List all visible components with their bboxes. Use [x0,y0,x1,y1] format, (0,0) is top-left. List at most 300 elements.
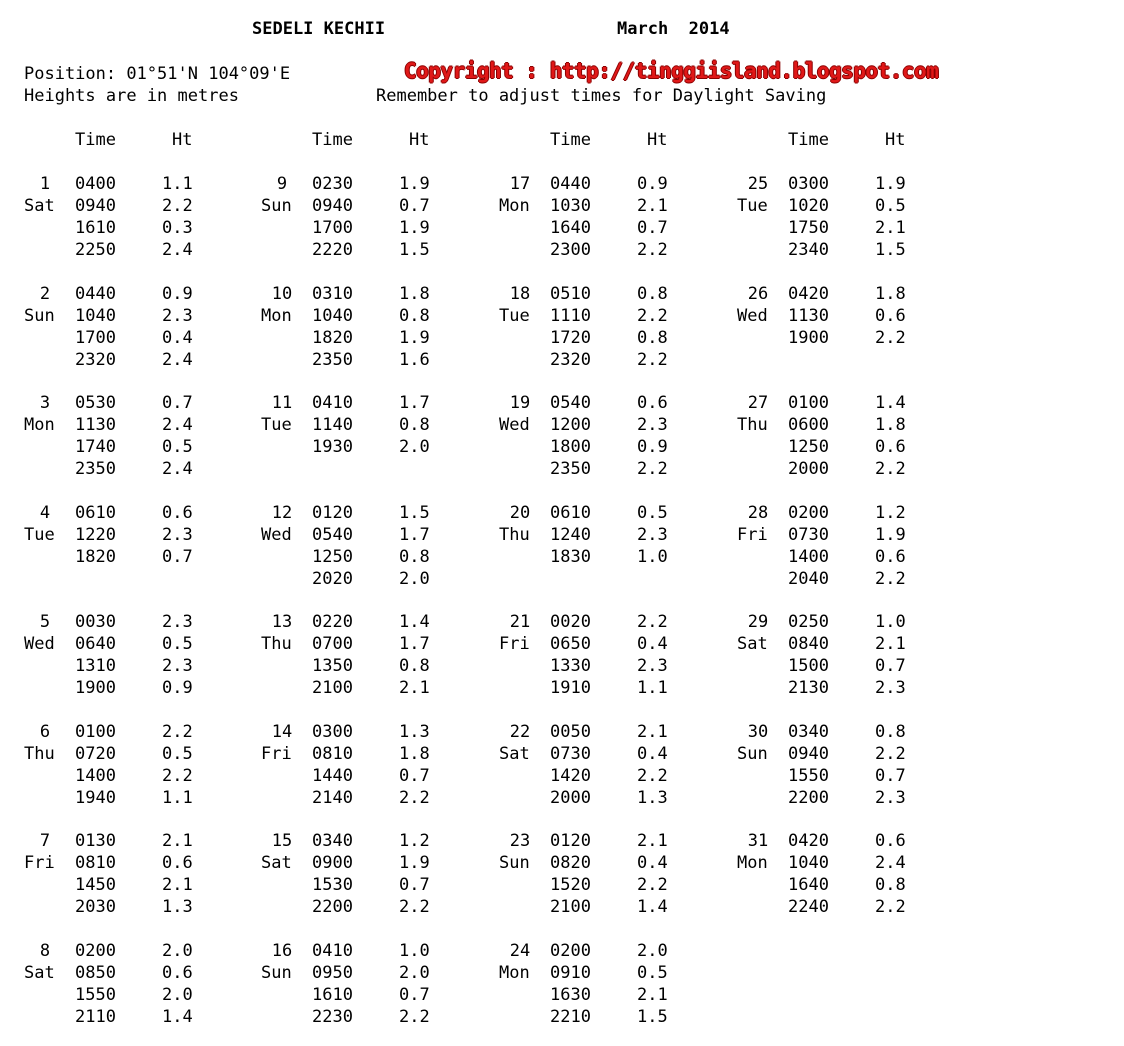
tide-height: 1.0 [637,546,668,567]
tide-height: 2.2 [162,196,193,216]
tide-time: 1640 [788,875,829,895]
day-of-week: Sun [737,743,768,764]
tide-time: 2110 [75,1006,116,1027]
tide-height: 0.6 [875,437,906,457]
tide-height: 2.1 [637,984,668,1005]
column-header-time: Time [75,130,116,150]
tide-time: 0200 [550,940,591,961]
day-number: 11 [271,393,293,413]
tide-height: 2.0 [399,437,430,457]
tide-height: 1.9 [875,174,906,194]
tide-height: 1.5 [875,240,906,260]
tide-time: 0340 [788,721,829,742]
tide-height: 2.0 [162,984,193,1005]
tide-time: 2140 [312,787,353,808]
day-number: 13 [271,612,293,632]
tide-height: 2.4 [162,349,193,370]
tide-time: 1310 [75,656,116,676]
tide-height: 0.6 [162,853,193,873]
tide-height: 2.2 [399,1006,430,1027]
tide-height: 2.3 [637,524,668,545]
tide-time: 0900 [312,853,353,873]
tide-time: 0120 [550,831,591,851]
tide-time: 0610 [75,502,116,523]
day-number: 23 [509,831,531,851]
tide-height: 0.4 [162,327,193,348]
tide-height: 0.8 [875,721,906,742]
tide-height: 1.7 [399,524,430,545]
tide-time: 0410 [312,393,353,413]
day-number: 10 [271,283,293,304]
day-of-week: Mon [261,305,292,326]
tide-time: 1630 [550,984,591,1005]
tide-time: 1530 [312,875,353,895]
tide-height: 1.0 [399,940,430,961]
tide-height: 1.3 [637,787,668,808]
tide-time: 0730 [788,524,829,545]
tide-time: 0220 [312,612,353,632]
day-of-week: Wed [499,415,530,435]
column-header-ht: Ht [647,130,668,150]
tide-time: 1910 [550,678,591,698]
tide-height: 0.4 [637,743,668,764]
tide-time: 0910 [550,962,591,983]
day-of-week: Thu [261,634,292,654]
tide-height: 1.8 [875,415,906,435]
day-of-week: Tue [24,524,55,545]
tide-height: 0.8 [875,875,906,895]
tide-time: 2320 [550,349,591,370]
tide-height: 1.5 [637,1006,668,1027]
tide-time: 2200 [312,897,353,917]
tide-time: 1700 [312,218,353,238]
tide-time: 2300 [550,240,591,260]
day-of-week: Mon [737,853,768,873]
tide-height: 1.3 [399,721,430,742]
tide-height: 0.7 [875,765,906,786]
tide-height: 1.5 [399,240,430,260]
tide-time: 1940 [75,787,116,808]
day-of-week: Sat [261,853,292,873]
day-number: 6 [39,721,51,742]
tide-height: 2.3 [875,678,906,698]
tide-height: 1.6 [399,349,430,370]
day-number: 14 [271,721,293,742]
tide-height: 2.1 [637,721,668,742]
tide-time: 0840 [788,634,829,654]
day-number: 1 [39,174,51,194]
tide-height: 0.4 [637,634,668,654]
tide-height: 0.9 [637,437,668,457]
tide-height: 0.7 [162,393,193,413]
tide-time: 2130 [788,678,829,698]
tide-time: 1800 [550,437,591,457]
tide-time: 1030 [550,196,591,216]
tide-time: 1930 [312,437,353,457]
tide-height: 1.1 [162,787,193,808]
tide-height: 0.6 [162,502,193,523]
tide-time: 1830 [550,546,591,567]
tide-height: 2.2 [637,875,668,895]
tide-height: 0.7 [399,984,430,1005]
day-number: 21 [509,612,531,632]
tide-time: 1400 [788,546,829,567]
day-of-week: Tue [261,415,292,435]
tide-time: 0440 [550,174,591,194]
tide-time: 1550 [788,765,829,786]
tide-time: 1550 [75,984,116,1005]
tide-height: 0.7 [399,196,430,216]
tide-time: 0640 [75,634,116,654]
tide-height: 2.2 [637,240,668,260]
column-header-time: Time [312,130,353,150]
tide-height: 2.2 [637,612,668,632]
tide-time: 1220 [75,524,116,545]
day-of-week: Thu [24,743,55,764]
day-of-week: Wed [737,305,768,326]
tide-time: 2100 [550,897,591,917]
tide-height: 2.1 [637,831,668,851]
tide-height: 1.1 [162,174,193,194]
tide-time: 1500 [788,656,829,676]
tide-height: 0.8 [399,656,430,676]
tide-time: 1610 [312,984,353,1005]
tide-time: 2030 [75,897,116,917]
tide-height: 1.4 [162,1006,193,1027]
day-number: 30 [747,721,769,742]
tide-time: 2240 [788,897,829,917]
tide-height: 1.8 [875,283,906,304]
tide-height: 1.1 [637,678,668,698]
tide-height: 2.4 [162,240,193,260]
day-of-week: Sat [737,634,768,654]
tide-time: 0610 [550,502,591,523]
tide-height: 0.5 [637,502,668,523]
day-of-week: Wed [24,634,55,654]
tide-time: 1250 [312,546,353,567]
tide-height: 0.9 [162,283,193,304]
day-of-week: Sun [261,962,292,983]
tide-height: 0.6 [875,831,906,851]
tide-height: 1.7 [399,393,430,413]
tide-height: 0.8 [637,283,668,304]
tide-height: 0.7 [162,546,193,567]
tide-height: 0.8 [637,327,668,348]
column-header-ht: Ht [172,130,193,150]
tide-time: 1420 [550,765,591,786]
tide-height: 1.9 [399,853,430,873]
tide-height: 2.1 [637,196,668,216]
tide-height: 1.4 [875,393,906,413]
tide-height: 2.1 [162,875,193,895]
tide-time: 2350 [550,459,591,479]
tide-time: 2350 [312,349,353,370]
day-number: 24 [509,940,531,961]
day-number: 16 [271,940,293,961]
tide-height: 0.6 [637,393,668,413]
day-of-week: Fri [24,853,55,873]
tide-time: 1820 [75,546,116,567]
tide-time: 0940 [75,196,116,216]
day-of-week: Sat [24,962,55,983]
tide-time: 0810 [312,743,353,764]
day-number: 19 [509,393,531,413]
tide-time: 1200 [550,415,591,435]
day-number: 29 [747,612,769,632]
day-number: 20 [509,502,531,523]
tide-time: 0310 [312,283,353,304]
day-of-week: Mon [499,196,530,216]
tide-height: 0.7 [875,656,906,676]
tide-height: 2.4 [162,459,193,479]
tide-time: 0420 [788,283,829,304]
tide-time: 0300 [312,721,353,742]
tide-height: 1.5 [399,502,430,523]
tide-time: 0600 [788,415,829,435]
tide-time: 1900 [75,678,116,698]
tide-height: 2.2 [399,787,430,808]
copyright-link[interactable]: Copyright : http://tinggiisland.blogspot.com [404,59,939,83]
tide-time: 0540 [550,393,591,413]
tide-time: 0940 [788,743,829,764]
tide-time: 0720 [75,743,116,764]
tide-height: 2.3 [162,656,193,676]
tide-height: 2.2 [637,765,668,786]
day-of-week: Sat [24,196,55,216]
tide-height: 2.3 [875,787,906,808]
day-number: 9 [276,174,288,194]
day-number: 26 [747,283,769,304]
day-of-week: Wed [261,524,292,545]
tide-time: 0540 [312,524,353,545]
day-number: 27 [747,393,769,413]
tide-time: 0440 [75,283,116,304]
tide-height: 2.3 [162,524,193,545]
tide-time: 1720 [550,327,591,348]
tide-time: 2040 [788,568,829,589]
tide-time: 1900 [788,327,829,348]
tide-height: 0.5 [162,634,193,654]
tide-height: 1.7 [399,634,430,654]
tide-time: 1020 [788,196,829,216]
tide-time: 2000 [550,787,591,808]
tide-height: 2.4 [162,415,193,435]
tide-time: 1450 [75,875,116,895]
day-of-week: Fri [499,634,530,654]
tide-time: 0700 [312,634,353,654]
tide-time: 0810 [75,853,116,873]
tide-height: 2.3 [162,612,193,632]
tide-time: 1820 [312,327,353,348]
tide-time: 2320 [75,349,116,370]
tide-height: 1.9 [875,524,906,545]
tide-time: 0050 [550,721,591,742]
column-header-time: Time [550,130,591,150]
day-of-week: Thu [499,524,530,545]
column-header-ht: Ht [409,130,430,150]
tide-height: 1.9 [399,327,430,348]
day-number: 5 [39,612,51,632]
tide-height: 1.9 [399,174,430,194]
tide-height: 1.8 [399,743,430,764]
tide-height: 2.2 [637,349,668,370]
tide-time: 1140 [312,415,353,435]
tide-time: 1520 [550,875,591,895]
tide-height: 0.9 [637,174,668,194]
tide-height: 0.8 [399,546,430,567]
tide-time: 2200 [788,787,829,808]
tide-height: 2.0 [637,940,668,961]
tide-height: 0.5 [162,437,193,457]
tide-time: 0100 [75,721,116,742]
daylight-saving-reminder: Remember to adjust times for Daylight Saving [376,86,827,106]
tide-height: 2.1 [162,831,193,851]
tide-time: 1700 [75,327,116,348]
day-of-week: Sun [499,853,530,873]
tide-time: 0530 [75,393,116,413]
heights-note: Heights are in metres [24,86,239,106]
day-number: 7 [39,831,51,851]
tide-time: 1130 [788,305,829,326]
tide-time: 0250 [788,612,829,632]
tide-time: 1750 [788,218,829,238]
tide-height: 0.8 [399,415,430,435]
tide-height: 2.2 [875,459,906,479]
tide-time: 0020 [550,612,591,632]
tide-time: 2220 [312,240,353,260]
tide-height: 2.1 [399,678,430,698]
day-of-week: Thu [737,415,768,435]
tide-height: 2.0 [162,940,193,961]
tide-time: 0200 [788,502,829,523]
tide-time: 2100 [312,678,353,698]
tide-height: 0.6 [875,546,906,567]
tide-time: 1040 [75,305,116,326]
tide-height: 2.4 [875,853,906,873]
tide-time: 1330 [550,656,591,676]
tide-time: 2020 [312,568,353,589]
day-of-week: Fri [261,743,292,764]
tide-time: 0410 [312,940,353,961]
tide-height: 2.0 [399,568,430,589]
tide-height: 1.0 [875,612,906,632]
day-of-week: Mon [499,962,530,983]
day-number: 3 [39,393,51,413]
tide-height: 0.7 [637,218,668,238]
day-of-week: Mon [24,415,55,435]
tide-time: 0730 [550,743,591,764]
tide-time: 0300 [788,174,829,194]
tide-height: 0.5 [637,962,668,983]
tide-time: 1740 [75,437,116,457]
tide-time: 0130 [75,831,116,851]
tide-time: 0100 [788,393,829,413]
tide-height: 0.3 [162,218,193,238]
tide-time: 1250 [788,437,829,457]
tide-height: 1.4 [399,612,430,632]
day-number: 18 [509,283,531,304]
tide-height: 0.4 [637,853,668,873]
day-of-week: Tue [499,305,530,326]
tide-height: 2.2 [637,459,668,479]
tide-time: 1640 [550,218,591,238]
tide-height: 2.0 [399,962,430,983]
tide-time: 0510 [550,283,591,304]
tide-time: 2210 [550,1006,591,1027]
day-number: 4 [39,502,51,523]
tide-height: 2.3 [637,656,668,676]
tide-time: 0340 [312,831,353,851]
tide-height: 0.7 [399,875,430,895]
day-number: 25 [747,174,769,194]
tide-time: 2250 [75,240,116,260]
tide-time: 2230 [312,1006,353,1027]
day-of-week: Fri [737,524,768,545]
day-of-week: Sun [24,305,55,326]
tide-time: 1130 [75,415,116,435]
tide-height: 2.3 [162,305,193,326]
tide-height: 2.2 [637,305,668,326]
day-of-week: Sun [261,196,292,216]
day-number: 12 [271,502,293,523]
tide-time: 0420 [788,831,829,851]
tide-height: 0.7 [399,765,430,786]
tide-time: 1040 [788,853,829,873]
day-number: 15 [271,831,293,851]
tide-time: 0400 [75,174,116,194]
tide-time: 1040 [312,305,353,326]
tide-height: 0.9 [162,678,193,698]
tide-height: 0.6 [162,962,193,983]
tide-time: 0230 [312,174,353,194]
tide-height: 1.9 [399,218,430,238]
tide-height: 1.2 [875,502,906,523]
column-header-time: Time [788,130,829,150]
tide-height: 2.2 [875,897,906,917]
tide-height: 2.2 [162,765,193,786]
column-header-ht: Ht [885,130,906,150]
tide-height: 2.3 [637,415,668,435]
tide-height: 1.4 [637,897,668,917]
tide-height: 2.2 [875,743,906,764]
tide-height: 0.5 [162,743,193,764]
day-of-week: Tue [737,196,768,216]
tide-time: 0030 [75,612,116,632]
tide-height: 0.8 [399,305,430,326]
day-number: 17 [509,174,531,194]
day-of-week: Sat [499,743,530,764]
tide-time: 1240 [550,524,591,545]
tide-height: 0.6 [875,305,906,326]
tide-time: 1400 [75,765,116,786]
tide-time: 0120 [312,502,353,523]
tide-height: 0.5 [875,196,906,216]
tide-time: 0200 [75,940,116,961]
tide-height: 2.2 [875,568,906,589]
station-title: SEDELI KECHII [252,19,386,39]
tide-time: 0820 [550,853,591,873]
tide-time: 1350 [312,656,353,676]
tide-time: 2000 [788,459,829,479]
day-number: 31 [747,831,769,851]
tide-height: 1.2 [399,831,430,851]
tide-height: 2.1 [875,634,906,654]
tide-time: 0950 [312,962,353,983]
tide-height: 2.2 [162,721,193,742]
tide-time: 1440 [312,765,353,786]
tide-height: 1.8 [399,283,430,304]
tide-time: 0850 [75,962,116,983]
